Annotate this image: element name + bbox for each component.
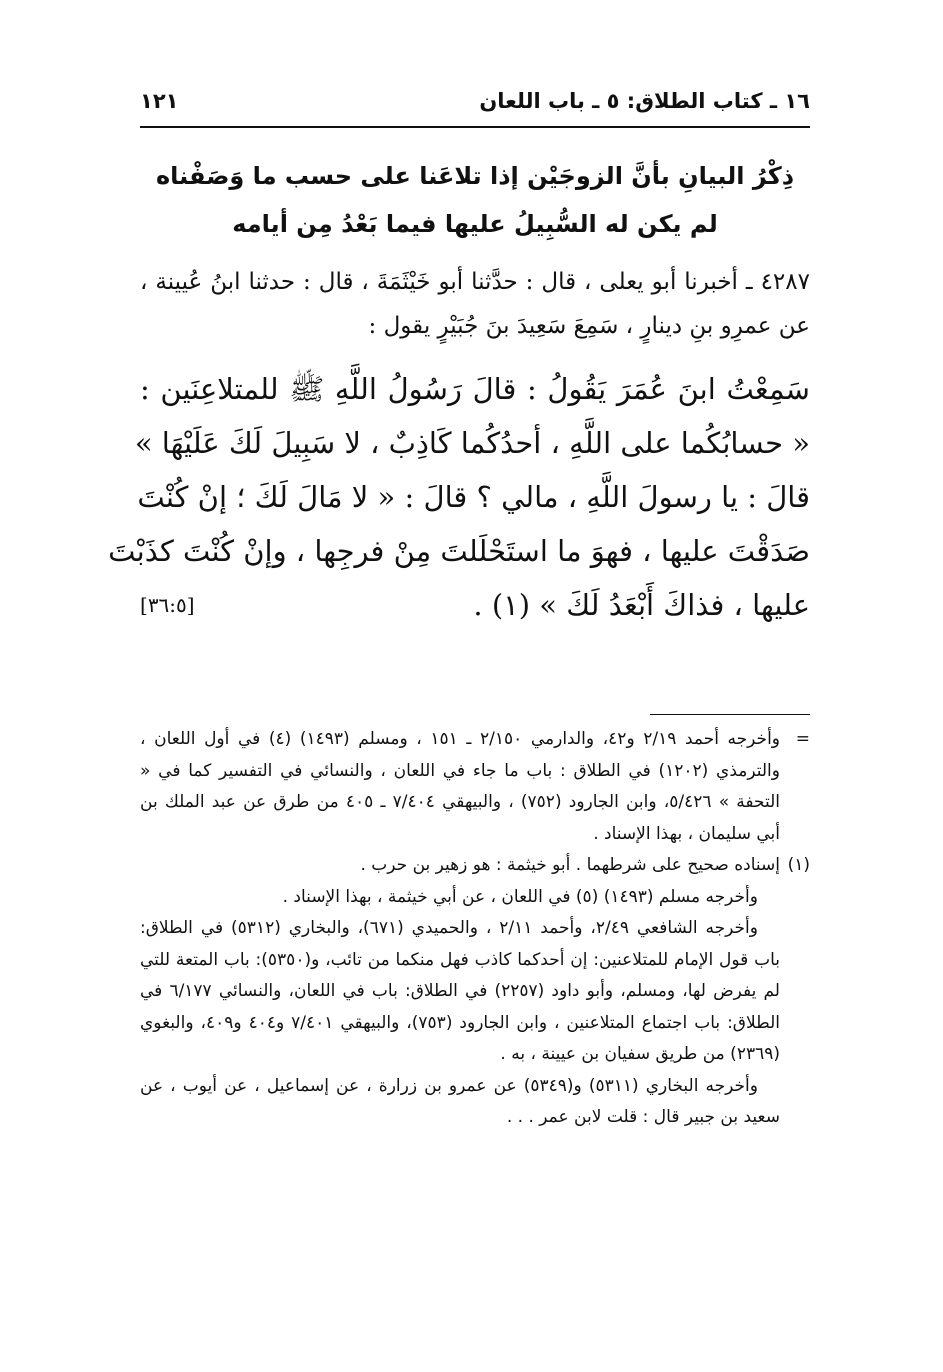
hadith-matn — [108, 362, 810, 632]
footnote-1 — [140, 850, 810, 882]
hadith-isnad: ٤٢٨٧ ـ أخبرنا أبو يعلى ، قال : حدَّثنا أبو خَيْثَمَةَ ، قال : حدثنا ابنُ عُيينة ، عن عمرِو بنِ دينارٍ ، سَمِعَ سَعِيدَ بنَ جُبَيْرٍ يقول : — [140, 269, 810, 339]
footnote-paragraph: وأخرجه مسلم (١٤٩٣) (٥) في اللعان ، عن أبي خيثمة ، بهذا الإسناد . — [282, 886, 758, 907]
footnote-continuation — [140, 724, 810, 850]
footnote-paragraph: وأخرجه الشافعي ٢/٤٩، وأحمد ٢/١١ ، والحميدي (٦٧١)، والبخاري (٥٣١٢) في الطلاق: باب قول الإمام للمتلاعنين: إن أحدكما كاذب فهل منكما من تائب، و(٥٣٥٠): باب المتعة للتي لم يفرض لها، ومسلم، وأبو داود (٢٢٥٧) في الطلاق: باب في اللعان، والنسائي ٦/١٧٧ في الطلاق: باب اجتماع المتلاعنين ، وابن الجارود (٧٥٣)، والبيهقي ٧/٤٠١ و٤٠٤ و٤٠٩، والبغوي (٢٣٦٩) من طريق سفيان بن عيينة ، به . — [140, 918, 780, 1064]
footnote-continuation-text: وأخرجه أحمد ٢/١٩ و٤٢، والدارمي ٢/١٥٠ ـ ١٥١ ، ومسلم (١٤٩٣) (٤) في أول اللعان ، والترمذي (١٢٠٢) في الطلاق : باب ما جاء في اللعان ، والنسائي في التفسير كما في « التحفة » ٥/٤٢٦، وابن الجارود (٧٥٢) ، والبيهقي ٧/٤٠٤ ـ ٤٠٥ من طرق عن عبد الملك بن أبي سليمان ، بهذا الإسناد . — [140, 729, 780, 844]
hadith-reference: [٣٦:٥] — [140, 593, 195, 617]
footnote-rule — [650, 714, 810, 715]
matn-line: قالَ : يا رسولَ اللَّهِ ، مالي ؟ قالَ : « لا مَالَ لَكَ ؛ إنْ كُنْتَ — [137, 480, 810, 514]
footnote-1-text: إسناده صحيح على شرطهما . أبو خيثمة : هو زهير بن حرب . — [360, 855, 780, 875]
matn-line: « حسابُكُما على اللَّهِ ، أحدُكُما كَاذِبٌ ، لا سَبِيلَ لَكَ عَلَيْهَا » — [134, 426, 810, 460]
section-heading-line: ذِكْرُ البيانِ بأنَّ الزوجَيْن إذا تلاعَنا على حسب ما وَصَفْناه — [155, 162, 795, 190]
matn-line-last — [140, 578, 810, 632]
section-heading — [130, 152, 820, 248]
page-header — [140, 86, 810, 122]
matn-line: سَمِعْتُ ابنَ عُمَرَ يَقُولُ : قالَ رَسُولُ اللَّهِ ﷺ للمتلاعِنَين : — [140, 372, 810, 406]
footnote-continuation-marker: = — [795, 729, 810, 749]
matn-line: صَدَقْتَ عليها ، فهوَ ما استَحْلَلتَ مِنْ فرجِها ، وإنْ كُنْتَ كذَبْتَ — [108, 534, 810, 568]
footnote-1-marker: (١) — [787, 855, 810, 875]
running-title: ١٦ ـ كتاب الطلاق: ٥ ـ باب اللعان — [479, 89, 810, 113]
footnote-paragraph: وأخرجه البخاري (٥٣١١) و(٥٣٤٩) عن عمرو بن زرارة ، عن إسماعيل ، عن أيوب ، عن سعيد بن جبير قال : قلت لابن عمر . . . — [140, 1075, 780, 1127]
footnotes — [140, 724, 810, 1134]
matn-last-text: عليها ، فذاكَ أَبْعَدُ لَكَ » (١) . — [473, 588, 810, 622]
page-number: ١٢١ — [140, 89, 179, 113]
header-rule — [140, 126, 810, 128]
section-heading-line: لم يكن له السُّبِيلُ عليها فيما بَعْدُ مِن أيامه — [232, 210, 718, 238]
